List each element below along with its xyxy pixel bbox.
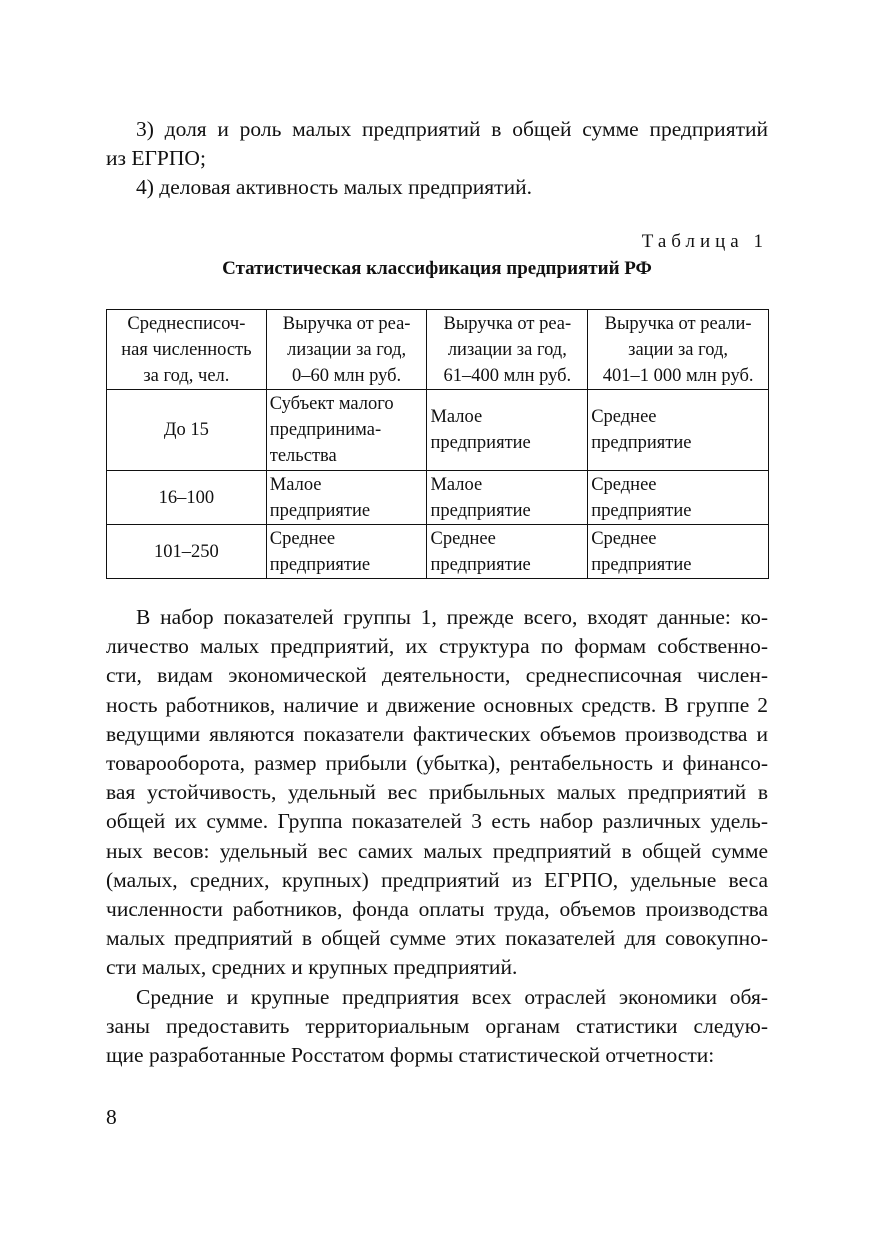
table-cell: Малое предприятие (427, 390, 588, 471)
page-number: 8 (106, 1105, 117, 1129)
count-cell: 16–100 (107, 471, 267, 525)
list-item-3-line-2: из ЕГРПО; (106, 146, 206, 171)
count-cell: 101–250 (107, 525, 267, 579)
intro-list (106, 115, 768, 203)
header-cell-revenue-401-1000: Выручка от реали- зации за год, 401–1 000 млн руб. (588, 310, 769, 390)
table-cell: Среднее предприятие (588, 525, 769, 579)
table-cell: Малое предприятие (427, 471, 588, 525)
table-cell: Среднее предприятие (427, 525, 588, 579)
header-cell-revenue-61-400: Выручка от реа- лизации за год, 61–400 млн руб. (427, 310, 588, 390)
table-title: Статистическая классификация предприятий РФ (222, 258, 652, 279)
table-row (107, 525, 769, 579)
list-item-3-line-1: 3) доля и роль малых предприятий в общей сумме предприятий (136, 117, 768, 141)
header-cell-count: Среднесписоч- ная численность за год, чел. (107, 310, 267, 390)
table-cell: Субъект малого предпринима- тельства (266, 390, 427, 471)
table-header-row (107, 310, 769, 390)
table-cell: Среднее предприятие (588, 471, 769, 525)
table-cell: Среднее предприятие (266, 525, 427, 579)
list-item-4: 4) деловая активность малых предприятий. (136, 175, 532, 200)
count-cell: До 15 (107, 390, 267, 471)
table-cell: Малое предприятие (266, 471, 427, 525)
table-row (107, 471, 769, 525)
classification-table (106, 309, 769, 579)
table-cell: Среднее предприятие (588, 390, 769, 471)
header-cell-revenue-0-60: Выручка от реа- лизации за год, 0–60 млн руб. (266, 310, 427, 390)
table-row (107, 390, 769, 471)
table-label: Таблица 1 (641, 231, 768, 252)
body-paragraph-2: Средние и крупные предприятия всех отраслей экономики обя- заны предоставить территориальным органам статистики следую- щие разработанные Росстатом формы статистической отчетности: (106, 985, 768, 1068)
body-paragraph-1: В набор показателей группы 1, прежде всего, входят данные: ко- личество малых предприятий, их структура по формам собственно- сти, видам экономической деятельности, среднесписочная числен- ность работников, наличие и движение основных средств. В группе 2 ведущими являются показатели фактических объемов производства и товарооборота, размер прибыли (убытка), рентабельность и финансо- вая устойчивость, удельный вес прибыльных малых предприятий в общей их сумме. Группа показателей 3 есть набор различных удель- ных весов: удельный вес самих малых предприятий в общей сумме (малых, средних, крупных) предприятий из ЕГРПО, удельные веса численности работников, фонда оплаты труда, объемов производства малых предприятий в общей сумме этих показателей для совокупно- сти малых, средних и крупных предприятий. (106, 605, 768, 980)
